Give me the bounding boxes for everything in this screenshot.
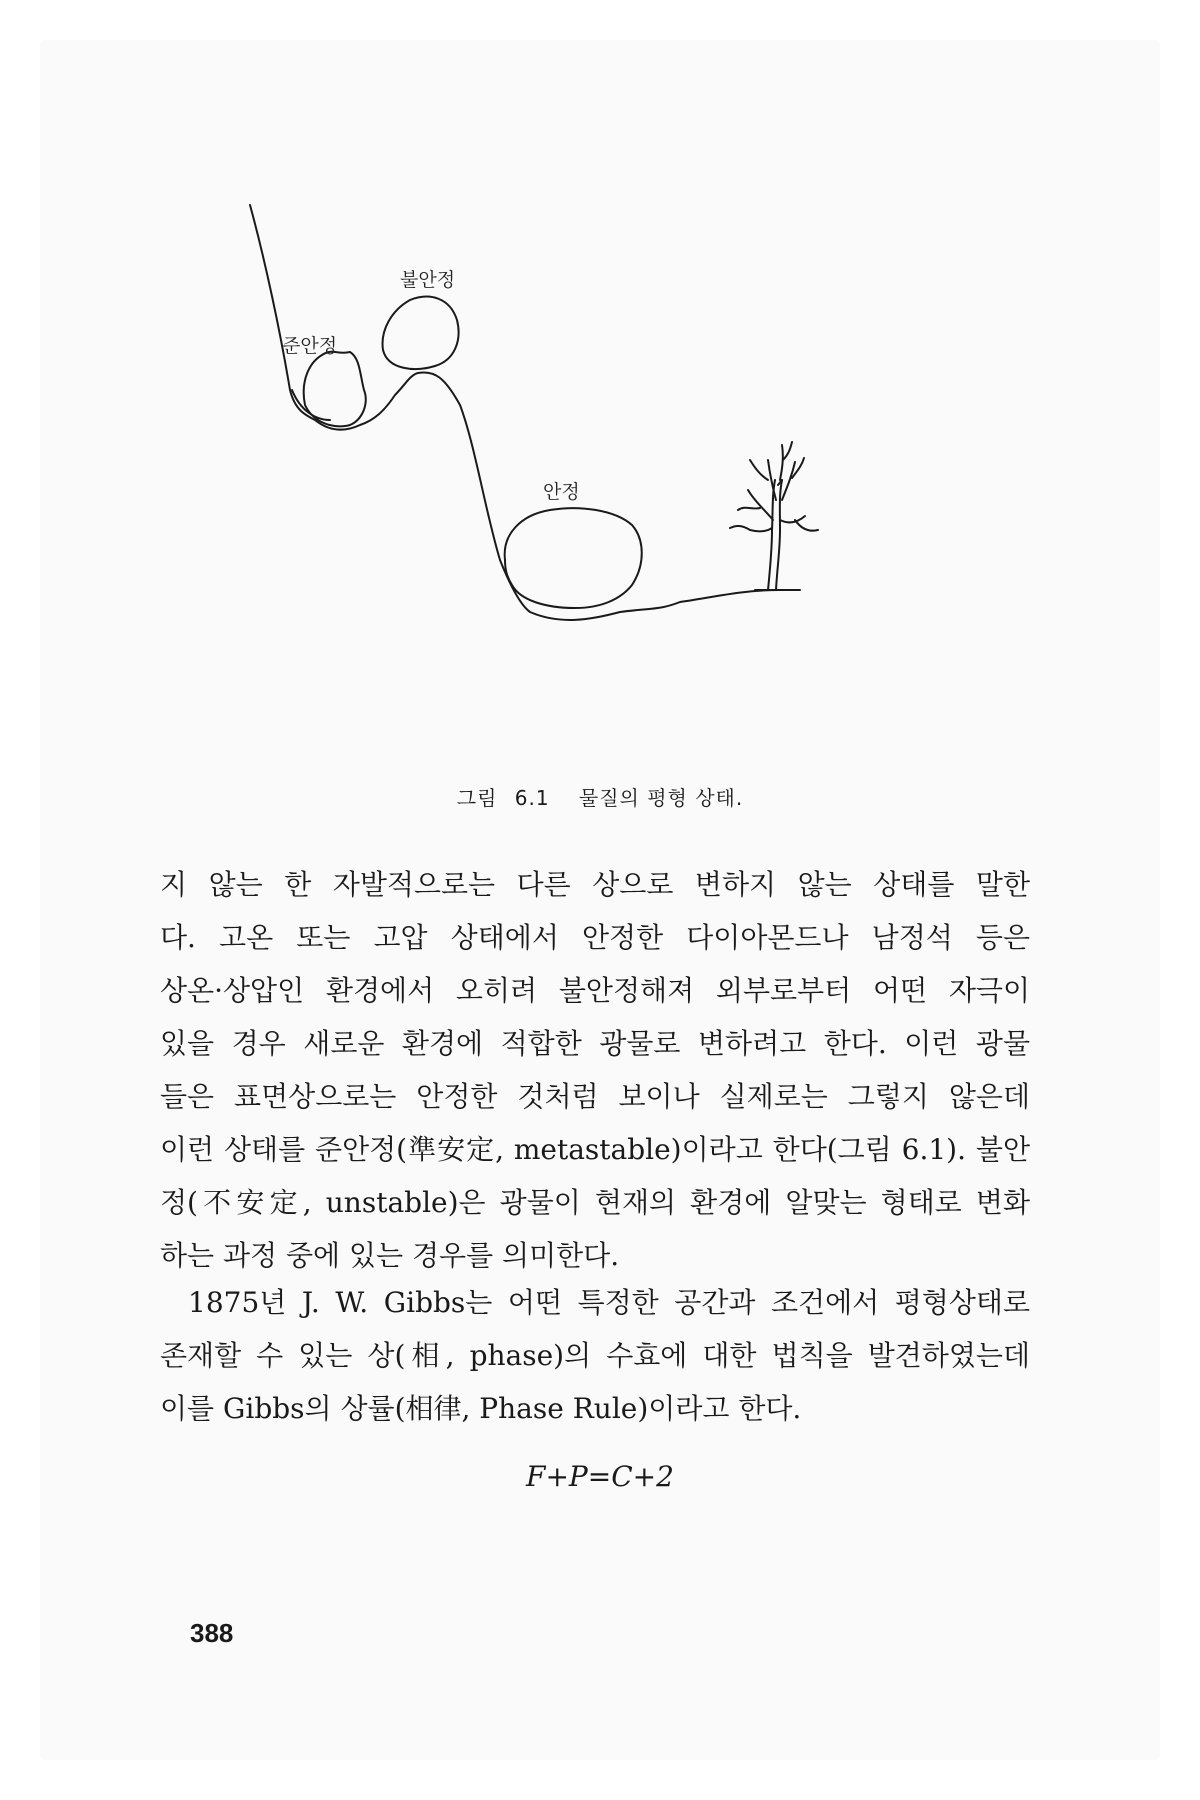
paragraph-line: 1875년 J. W. Gibbs는 어떤 특정한 공간과 조건에서 평형상태로 <box>188 1286 1030 1319</box>
caption-prefix: 그림 <box>456 786 498 810</box>
caption-number: 6.1 <box>514 786 550 810</box>
equilibrium-illustration <box>220 180 920 740</box>
label-quasi-stable: 준안정 <box>282 335 338 357</box>
paragraph-2 <box>160 1276 1030 1435</box>
paragraph-line: 존재할 수 있는 상(相, phase)의 수효에 대한 법칙을 발견하였는데 <box>160 1339 1030 1372</box>
paragraph-line: 상온·상압인 환경에서 오히려 불안정해져 외부로부터 어떤 자극이 <box>160 974 1030 1007</box>
label-stable: 안정 <box>543 481 580 503</box>
terrain-line <box>250 205 780 620</box>
paragraph-line: 있을 경우 새로운 환경에 적합한 광물로 변하려고 한다. 이런 광물 <box>160 1027 1030 1060</box>
paragraph-line: 하는 과정 중에 있는 경우를 의미한다. <box>160 1239 620 1272</box>
page-number: 388 <box>190 1618 234 1648</box>
quasi-stable-boulder-shadow <box>292 390 330 420</box>
unstable-boulder <box>383 297 459 369</box>
paragraph-line: 지 않는 한 자발적으로는 다른 상으로 변하지 않는 상태를 말한 <box>160 868 1030 901</box>
paragraph-line: 들은 표면상으로는 안정한 것처럼 보이나 실제로는 그렇지 않은데 <box>160 1080 1030 1113</box>
label-unstable: 불안정 <box>400 269 456 291</box>
paragraph-line: 이런 상태를 준안정(準安定, metastable)이라고 한다(그림 6.1). 불안 <box>160 1133 1030 1166</box>
figure-caption <box>0 782 1200 811</box>
paragraph-line: 이를 Gibbs의 상률(相律, Phase Rule)이라고 한다. <box>160 1392 802 1425</box>
equilibrium-figure <box>220 180 920 740</box>
phase-rule-formula: F+P=C+2 <box>526 1460 674 1493</box>
paragraph-line: 다. 고온 또는 고압 상태에서 안정한 다이아몬드나 남정석 등은 <box>160 921 1030 954</box>
caption-text: 물질의 평형 상태. <box>578 786 744 810</box>
paragraph-line: 정(不安定, unstable)은 광물이 현재의 환경에 알맞는 형태로 변화 <box>160 1186 1030 1219</box>
paragraph-1 <box>160 858 1030 1282</box>
stable-boulder <box>505 508 642 608</box>
